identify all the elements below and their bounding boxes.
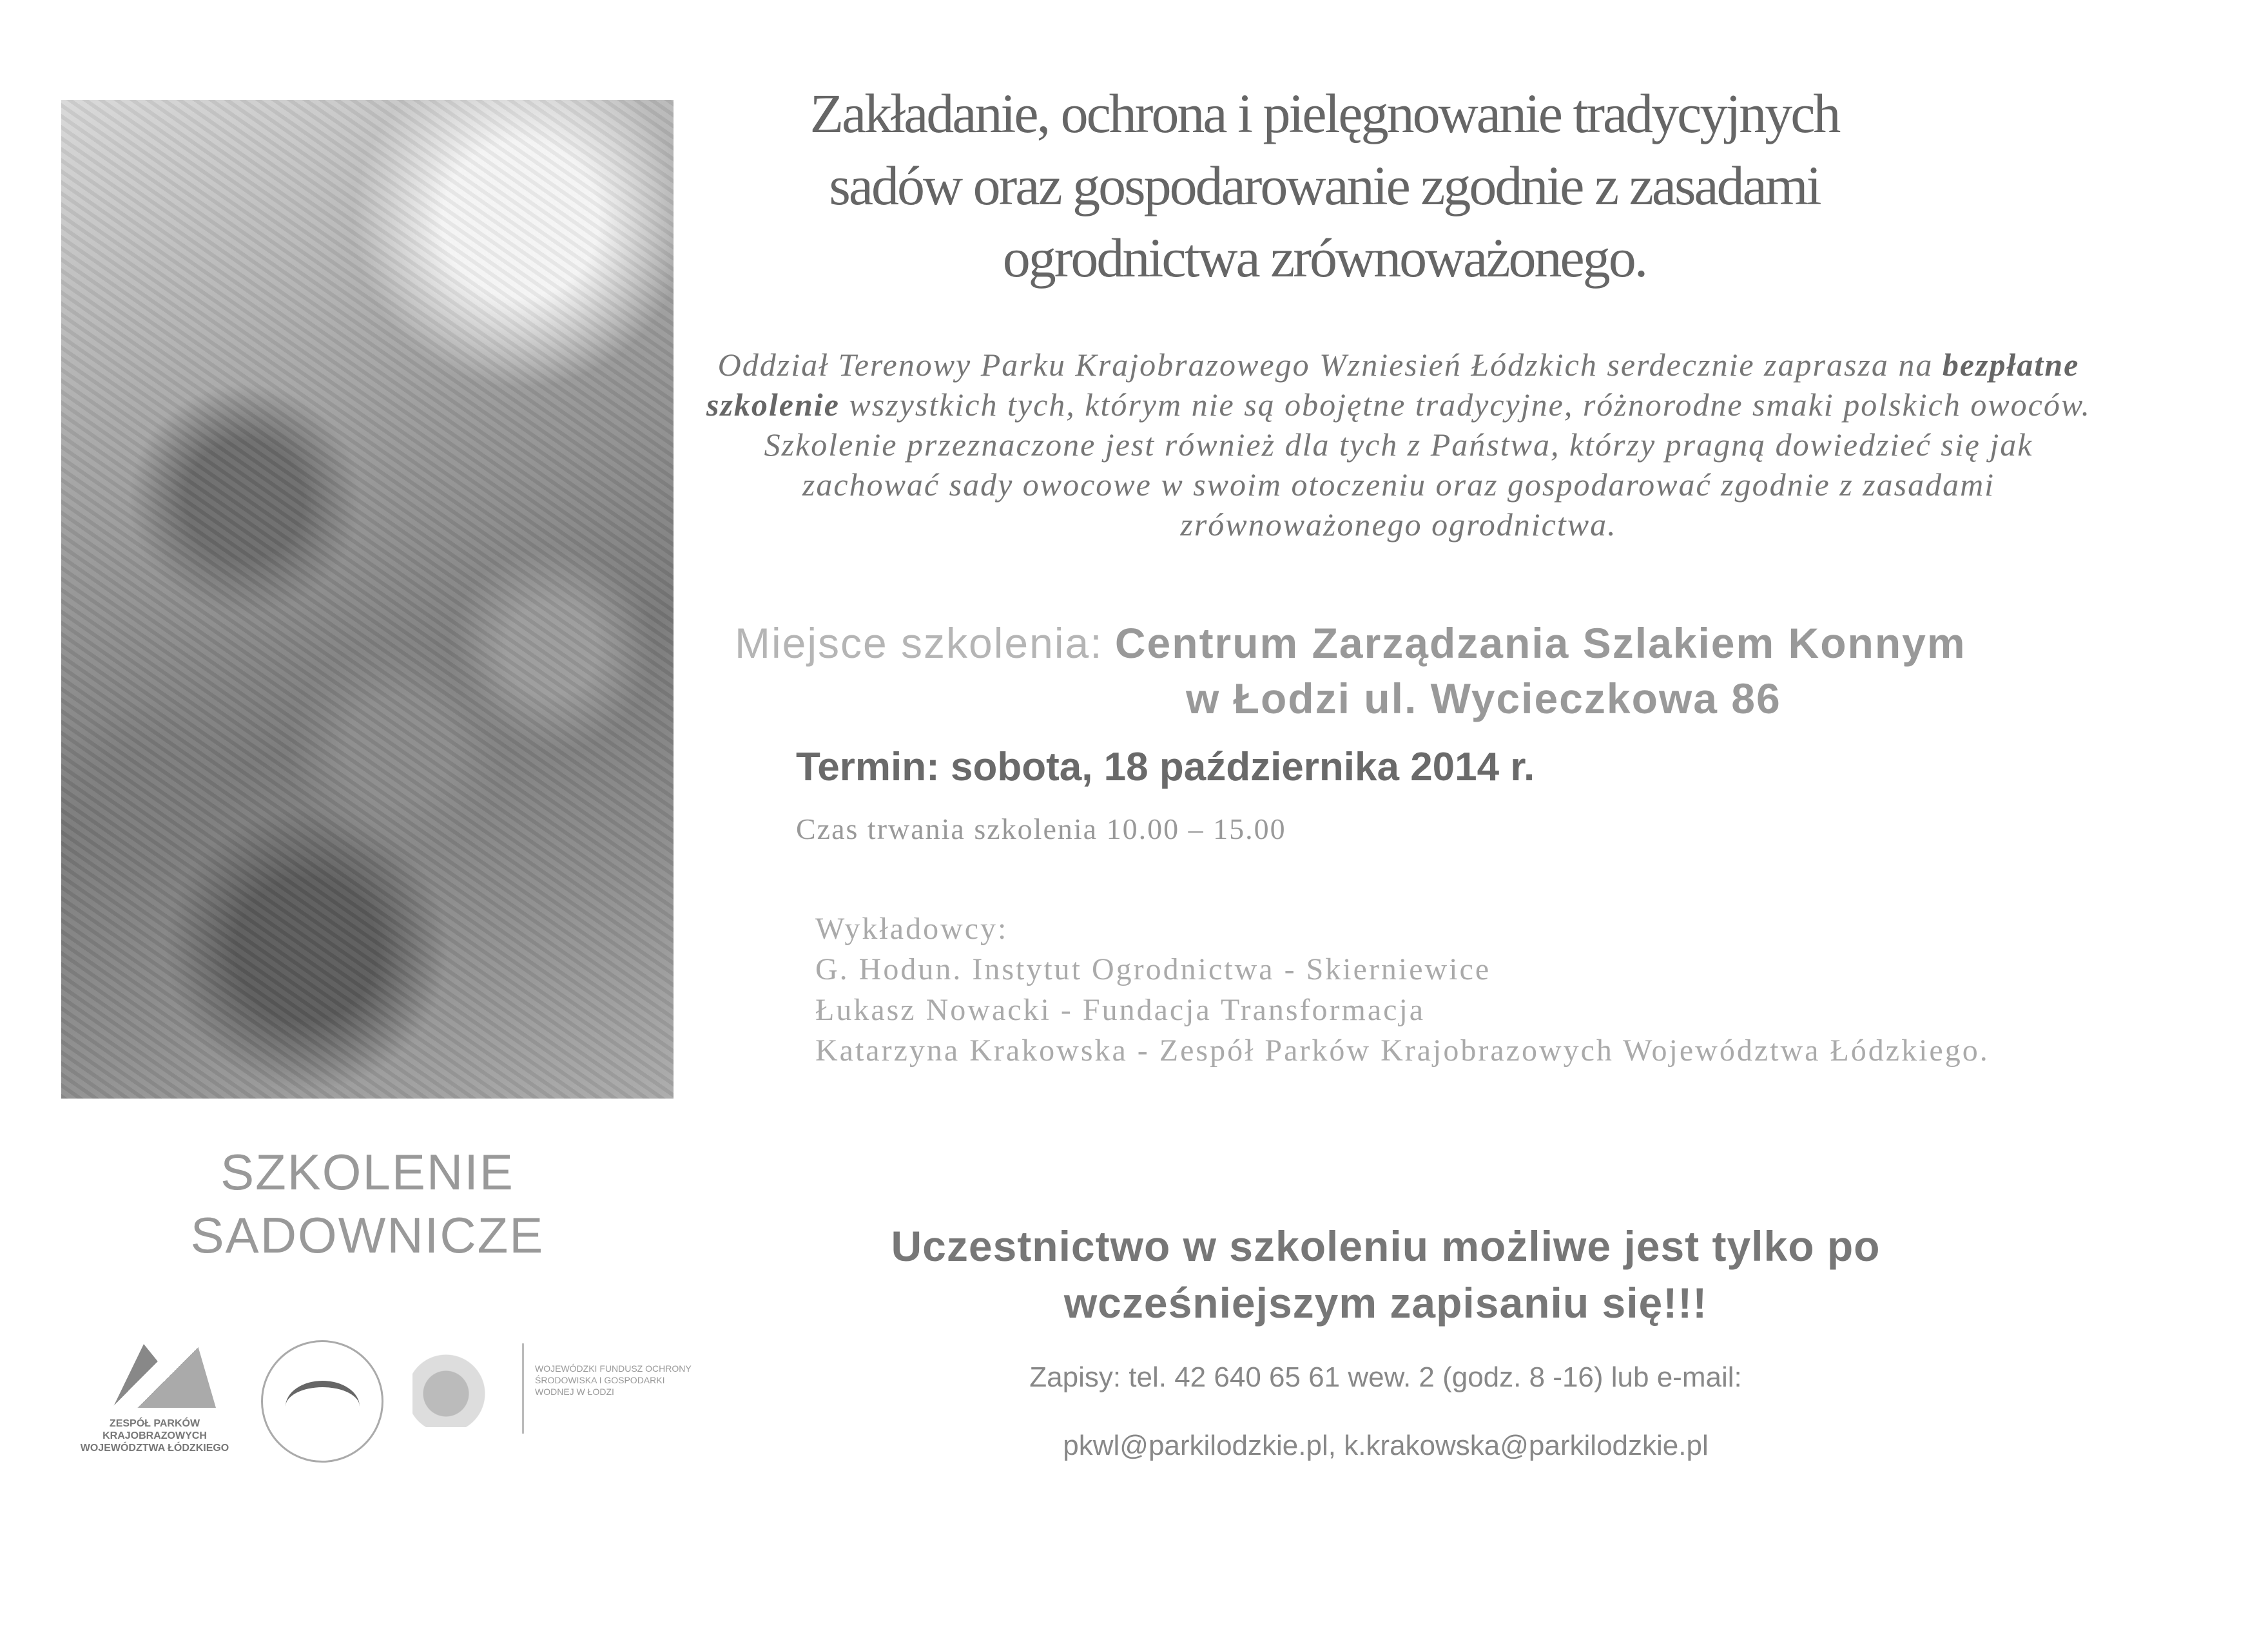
place-value-line1: Centrum Zarządzania Szlakiem Konnym: [1114, 619, 1966, 667]
intro-paragraph: [703, 345, 2095, 544]
zpk-logo-mark: [113, 1337, 216, 1408]
wfos-divider: [522, 1343, 524, 1434]
headline-line2: sadów oraz gospodarowanie zgodnie z zasadami: [829, 155, 1820, 216]
pkwl-logo: [261, 1340, 383, 1463]
wfos-leaf-icon: [412, 1343, 496, 1427]
pkwl-logo-mark: [286, 1381, 360, 1432]
place-label: Miejsce szkolenia:: [735, 619, 1103, 667]
training-duration: Czas trwania szkolenia 10.00 – 15.00: [796, 812, 1286, 845]
lecturer-item: Katarzyna Krakowska - Zespół Parków Krajobrazowych Województwa Łódzkiego.: [815, 1033, 1990, 1068]
wfos-logo: [412, 1343, 696, 1446]
headline-line1: Zakładanie, ochrona i pielęgnowanie tradycyjnych: [809, 82, 1839, 144]
place-value-line2: w Łodzi ul. Wycieczkowa 86: [1186, 675, 1781, 722]
wfos-logo-text: WOJEWÓDZKI FUNDUSZ OCHRONY ŚRODOWISKA I GOSPODARKI WODNEJ W ŁODZI: [535, 1363, 692, 1397]
notice-line1: Uczestnictwo w szkoleniu możliwe jest tylko po: [891, 1222, 1881, 1270]
contact-info: [741, 1343, 2030, 1480]
lecturers: [815, 908, 2169, 1071]
headline-line3: ogrodnictwa zrównoważonego.: [1002, 227, 1647, 289]
training-place: [735, 615, 2249, 726]
training-date: Termin: sobota, 18 października 2014 r.: [796, 745, 1535, 789]
intro-bold: bezpłatne szkolenie: [706, 347, 2080, 423]
notice-line2: wcześniejszym zapisaniu się!!!: [1063, 1279, 1708, 1327]
side-title-line2: SADOWNICZE: [190, 1207, 545, 1263]
orchard-photo: [61, 100, 674, 1099]
contact-emails: pkwl@parkilodzkie.pl, k.krakowska@parkilodzkie.pl: [1063, 1430, 1709, 1461]
side-title: [61, 1140, 674, 1267]
lecturer-item: G. Hodun. Instytut Ogrodnictwa - Skierniewice: [815, 952, 1491, 986]
zpk-logo: [71, 1334, 238, 1463]
contact-line1: Zapisy: tel. 42 640 65 61 wew. 2 (godz. 8 -16) lub e-mail:: [1029, 1361, 1742, 1393]
lecturers-heading: Wykładowcy:: [815, 912, 1009, 946]
registration-notice: [741, 1218, 2030, 1331]
lecturer-item: Łukasz Nowacki - Fundacja Transformacja: [815, 993, 1426, 1027]
headline: [696, 77, 1953, 294]
intro-text-1: Oddział Terenowy Parku Krajobrazowego Wzniesień Łódzkich serdecznie zaprasza na: [717, 347, 1943, 383]
side-title-line1: SZKOLENIE: [220, 1144, 514, 1200]
intro-text-2: wszystkich tych, którym nie są obojętne tradycyjne, różnorodne smaki polskich owoców. Szkolenie przeznaczone jest również dla tych z Państwa, którzy pragną dowiedzieć się jak zachować sady owocowe w swoim otoczeniu oraz gospodarować zgodnie z zasadami zrównoważonego ogrodnictwa.: [764, 387, 2091, 543]
zpk-logo-caption: ZESPÓŁ PARKÓW KRAJOBRAZOWYCH WOJEWÓDZTWA ŁÓDZKIEGO: [80, 1418, 229, 1454]
